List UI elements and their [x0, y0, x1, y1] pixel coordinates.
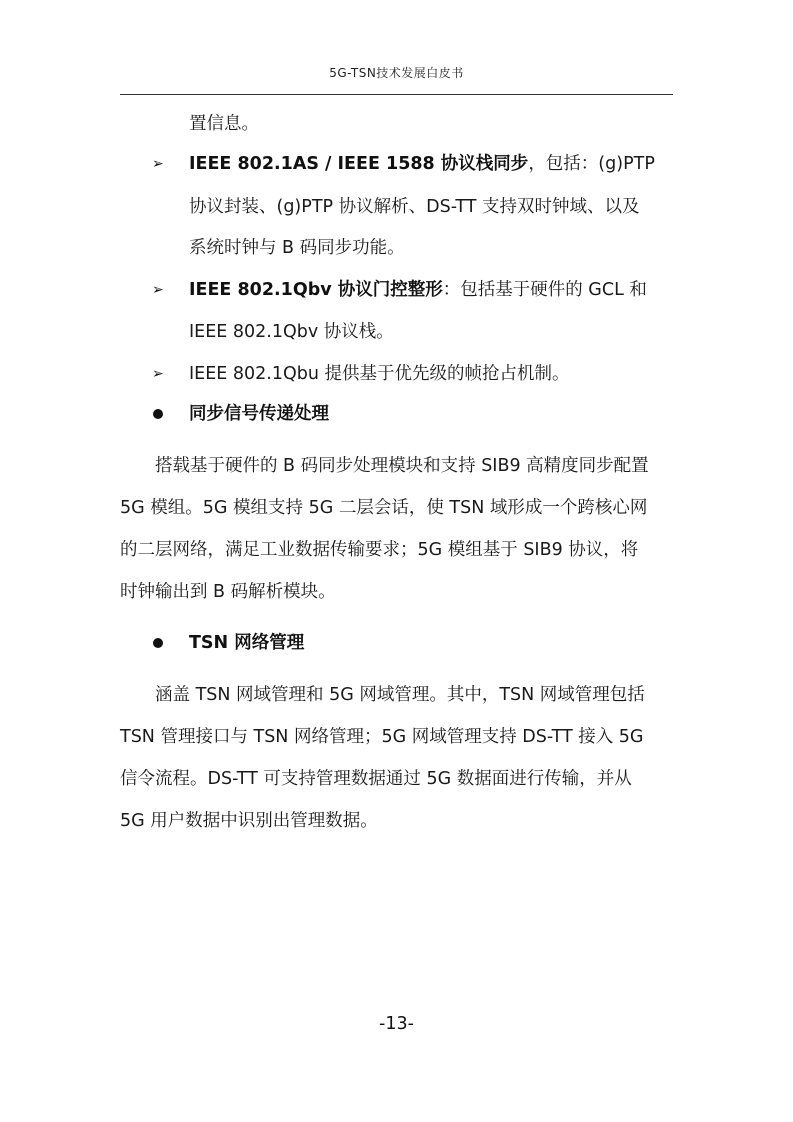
header-title: 5G-TSN技术发展白皮书 — [329, 66, 464, 80]
bullet-first-line — [189, 278, 647, 302]
bullet-first-line: IEEE 802.1Qbu 提供基于优先级的帧抢占机制。 — [189, 364, 570, 384]
bullet-first-line — [189, 152, 655, 176]
paragraph-line: 搭载基于硬件的 B 码同步处理模块和支持 SIB9 高精度同步配置 — [155, 456, 649, 476]
paragraph-line: TSN 管理接口与 TSN 网络管理；5G 网域管理支持 DS-TT 接入 5G — [120, 727, 644, 747]
paragraph-line: 5G 用户数据中识别出管理数据。 — [120, 811, 378, 831]
paragraph-line: 涵盖 TSN 网域管理和 5G 网域管理。其中，TSN 网域管理包括 — [155, 685, 645, 705]
continuation-text: 置信息。 — [189, 114, 259, 134]
bullet-line: IEEE 802.1Qbv 协议栈。 — [189, 322, 394, 342]
arrow-bullet-icon: ➢ — [152, 282, 164, 298]
paragraph-line: 5G 模组。5G 模组支持 5G 二层会话，使 TSN 域形成一个跨核心网 — [120, 498, 648, 518]
section-heading: 同步信号传递处理 — [189, 404, 329, 424]
paragraph-line: 信令流程。DS-TT 可支持管理数据通过 5G 数据面进行传输，并从 — [120, 769, 632, 789]
page-number: -13- — [379, 1014, 414, 1034]
bullet-bold-title: IEEE 802.1Qbv 协议门控整形 — [189, 280, 443, 300]
header-divider — [120, 94, 673, 95]
bullet-bold-title: IEEE 802.1AS / IEEE 1588 协议栈同步 — [189, 154, 529, 174]
bullet-text: ，包括：(g)PTP — [528, 154, 655, 174]
arrow-bullet-icon: ➢ — [152, 366, 164, 382]
bullet-line: 系统时钟与 B 码同步功能。 — [189, 238, 405, 258]
bullet-text: ：包括基于硬件的 GCL 和 — [442, 280, 647, 300]
bullet-line: 协议封装、(g)PTP 协议解析、DS-TT 支持双时钟域、以及 — [189, 197, 640, 217]
circle-bullet-icon — [153, 638, 163, 648]
paragraph-line: 的二层网络，满足工业数据传输要求；5G 模组基于 SIB9 协议，将 — [120, 540, 639, 560]
arrow-bullet-icon: ➢ — [152, 156, 164, 172]
paragraph-line: 时钟输出到 B 码解析模块。 — [120, 582, 336, 602]
section-heading: TSN 网络管理 — [189, 633, 305, 653]
circle-bullet-icon — [153, 409, 163, 419]
